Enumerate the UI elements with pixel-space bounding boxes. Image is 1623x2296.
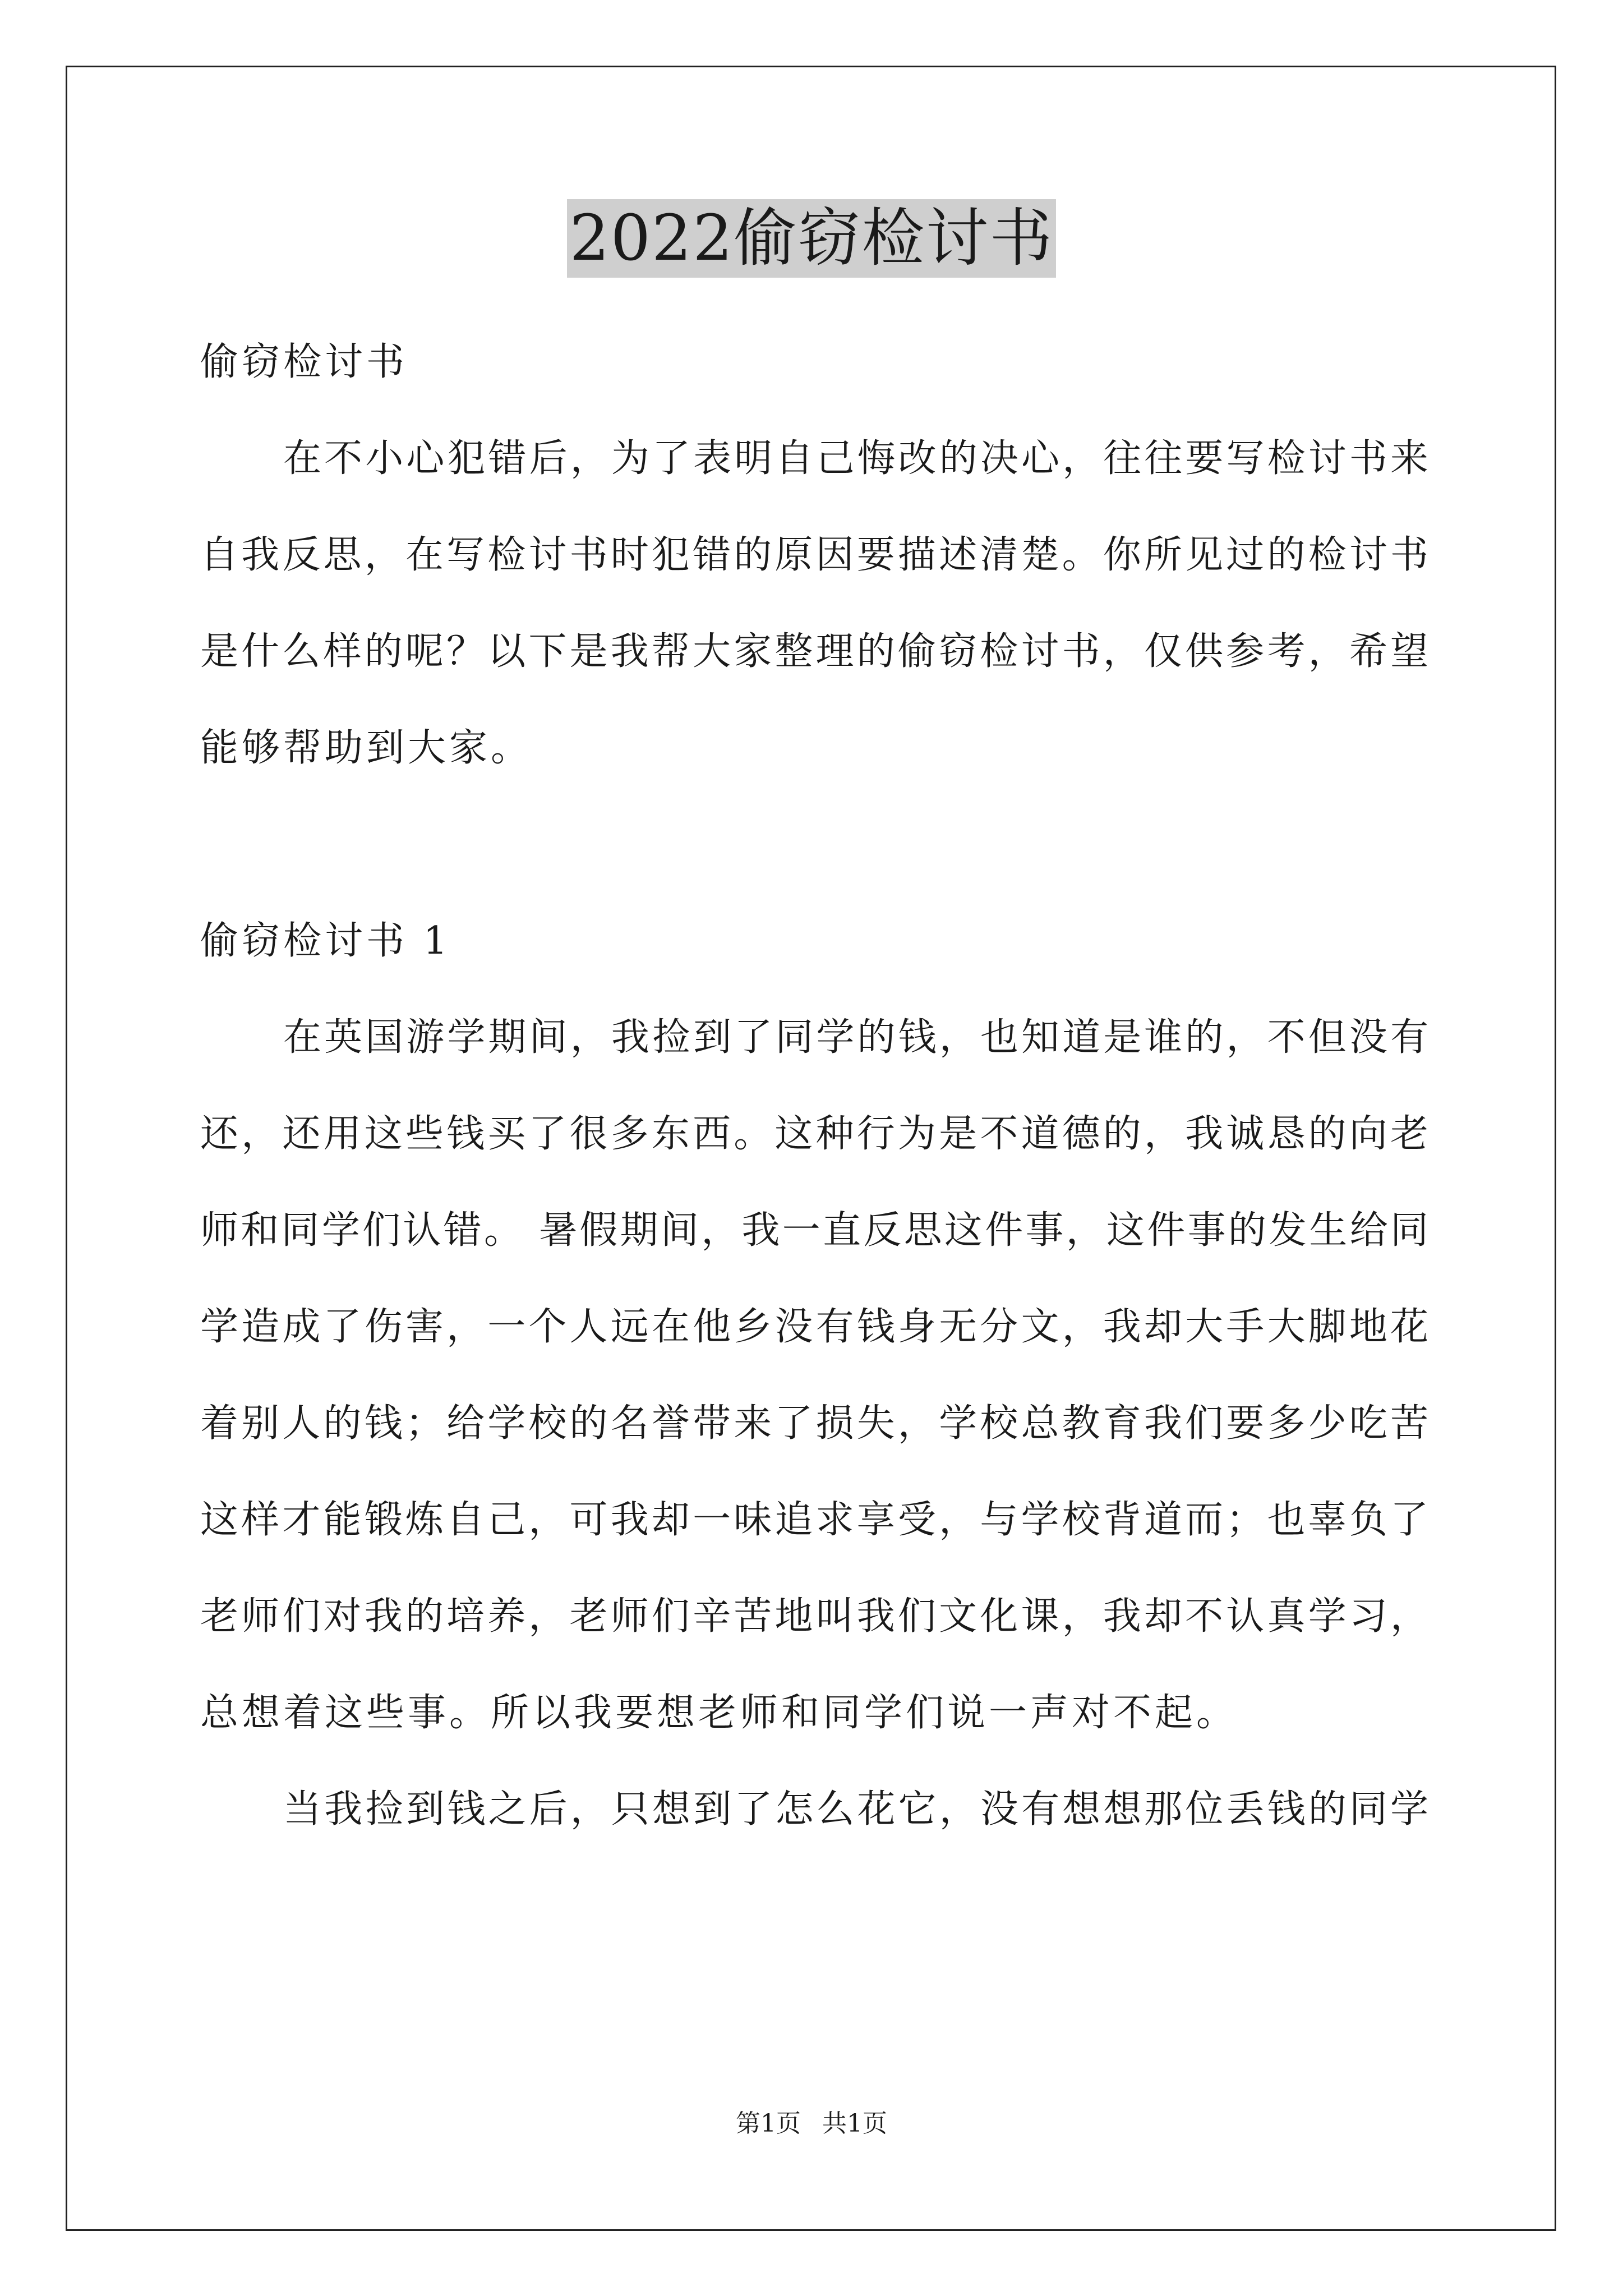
document-body — [200, 314, 1428, 1858]
intro-line: 能够帮助到大家。 — [200, 726, 533, 770]
section-line: 在英国游学期间，我捡到了同学的钱，也知道是谁的，不但没有 — [283, 1015, 1428, 1060]
subtitle: 偷窃检讨书 — [200, 340, 408, 384]
page-footer: 第1页 共1页 — [736, 2109, 887, 2138]
intro-line: 在不小心犯错后，为了表明自己悔改的决心，往往要写检讨书来 — [283, 436, 1428, 481]
spacer — [200, 797, 1428, 893]
section-line: 老师们对我的培养，老师们辛苦地叫我们文化课，我却不认真学习， — [200, 1594, 1428, 1639]
section-line: 着别人的钱；给学校的名誉带来了损失，学校总教育我们要多少吃苦 — [200, 1401, 1428, 1446]
document-title: 2022偷窃检讨书 — [567, 199, 1055, 278]
intro-line: 是什么样的呢？以下是我帮大家整理的偷窃检讨书，仅供参考，希望 — [200, 629, 1428, 674]
section-heading: 偷窃检讨书 1 — [200, 919, 451, 963]
section-line: 这样才能锻炼自己，可我却一味追求享受，与学校背道而；也辜负了 — [200, 1498, 1428, 1542]
section-line: 当我捡到钱之后，只想到了怎么花它，没有想想那位丢钱的同学 — [283, 1787, 1428, 1832]
section-line: 还，还用这些钱买了很多东西。这种行为是不道德的，我诚恳的向老 — [200, 1112, 1428, 1156]
section-line: 总想着这些事。所以我要想老师和同学们说一声对不起。 — [200, 1691, 1238, 1735]
section-line: 学造成了伤害，一个人远在他乡没有钱身无分文，我却大手大脚地花 — [200, 1305, 1428, 1349]
title-container — [0, 199, 1623, 278]
section-line: 师和同学们认错。 暑假期间，我一直反思这件事，这件事的发生给同 — [200, 1208, 1428, 1253]
intro-line: 自我反思，在写检讨书时犯错的原因要描述清楚。你所见过的检讨书 — [200, 533, 1428, 577]
